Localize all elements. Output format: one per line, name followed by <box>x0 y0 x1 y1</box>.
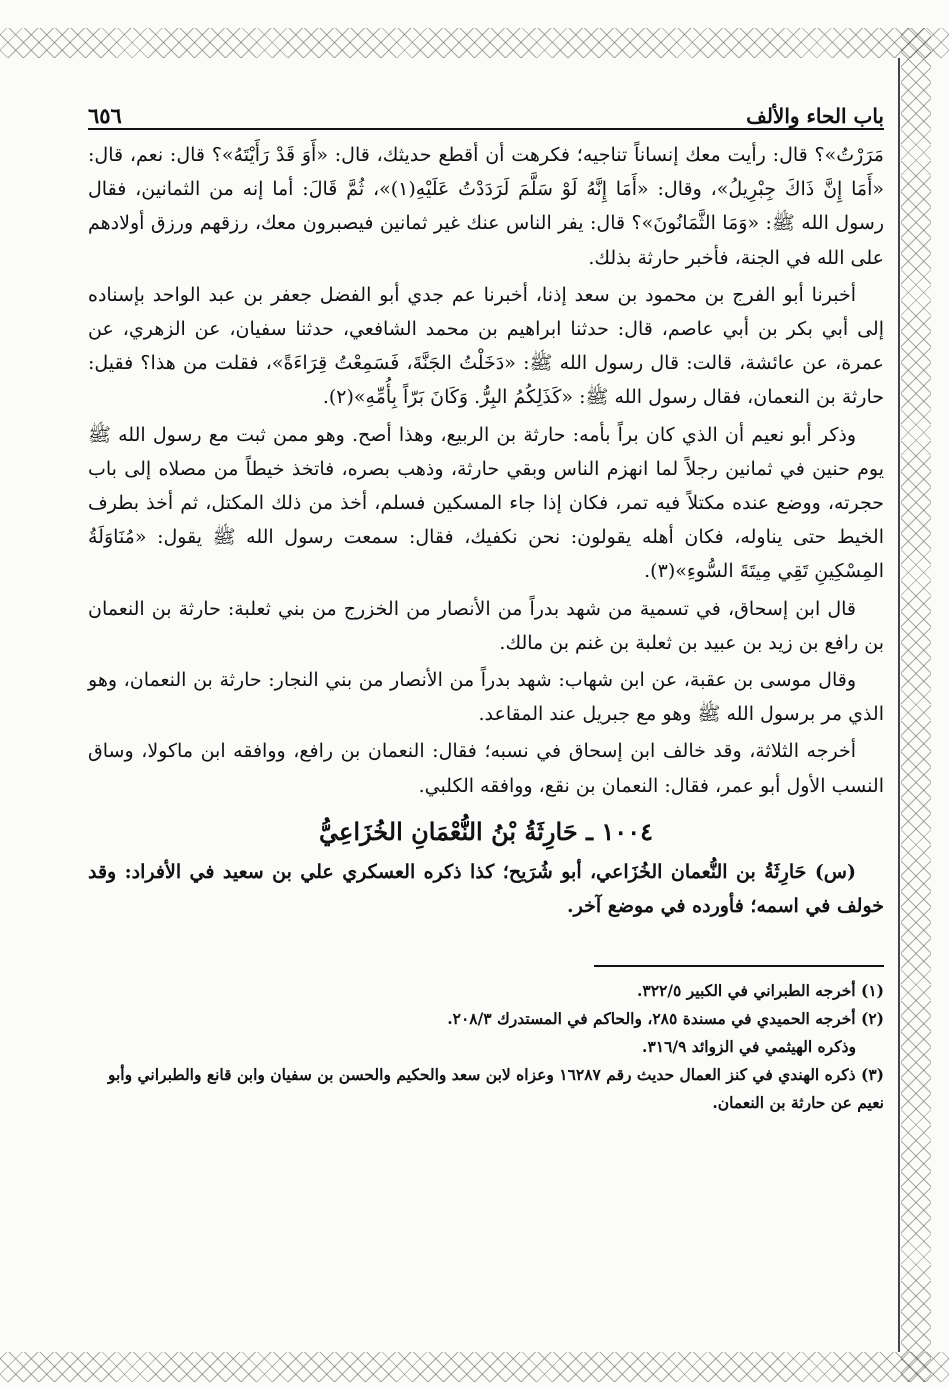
footnote-3: (٣) ذكره الهندي في كنز العمال حديث رقم ١٦٢٨٧ وعزاه لابن سعد والحكيم والحسن بن سفيان وابن قانع والطبراني وأبو نعيم عن حارثة بن النعمان. <box>107 1065 884 1113</box>
paragraph-6: أخرجه الثلاثة، وقد خالف ابن إسحاق في نسبه؛ فقال: النعمان بن رافع، ووافقه ابن ماكولا، وساق النسب الأول أبو عمر، فقال: النعمان بن نقع، ووافقه الكلبي. <box>88 740 884 797</box>
chapter-title: باب الحاء والألف <box>746 104 884 128</box>
paragraph-3: وذكر أبو نعيم أن الذي كان براً بأمه: حارثة بن الربيع، وهذا أصح. وهو ممن ثبت مع رسول الله ﷺ يوم حنين في ثمانين رجلاً لما انهزم الناس وبقي حارثة، وذهب بصره، فاتخذ خيطاً من مصلاه إلى باب حجرته، ووضع عنده مكتلاً فيه تمر، فكان إذا جاء المسكين فسلم، أخذ من ذلك المكتل، ثم أخذ بطرف الخيط حتى يناوله، فكان أهله يقولون: نحن نكفيك، فقال: سمعت رسول الله ﷺ يقول: «مُنَاوَلَةُ المِسْكِينِ تَقِي مِيتَةَ السُّوءِ»(٣). <box>88 423 884 583</box>
footnotes <box>88 977 884 1117</box>
entry-heading: ١٠٠٤ ـ حَارِثَةُ بْنُ النُّعْمَانِ الخُزَاعِيُّ <box>319 816 653 846</box>
footnote-separator <box>594 965 884 967</box>
page-number: ٦٥٦ <box>88 103 122 128</box>
paragraph-5: وقال موسى بن عقبة، عن ابن شهاب: شهد بدراً من الأنصار من بني النجار: حارثة بن النعمان، وهو الذي مر برسول الله ﷺ وهو مع جبريل عند المقاعد. <box>88 669 884 726</box>
paragraph-1: مَرَرْتُ»؟ قال: رأيت معك إنساناً تناجيه؛ فكرهت أن أقطع حديثك، قال: «أَوَ قَدْ رَأَيْتَهُ»؟ قال: نعم، قال: «أَمَا إِنَّ ذَاكَ جِبْرِيلُ»، وقال: «أَمَا إِنَّهُ لَوْ سَلَّمَ لَرَدَدْتُ عَلَيْهِ(١)»، ثُمَّ قَالَ: أما إنه من الثمانين، فقال رسول الله ﷺ: «وَمَا الثَّمَانُونَ»؟ قال: يفر الناس عنك غير ثمانين فيصبرون معك، رزقهم ورزق أولادهم على الله في الجنة، فأخبر حارثة بذلك. <box>88 144 885 269</box>
border-rule <box>898 58 900 1352</box>
footnote-2-continued: وذكره الهيثمي في الزوائد ٣١٦/٩. <box>642 1037 856 1057</box>
decorative-border-right <box>901 28 931 1382</box>
decorative-border-bottom <box>0 1352 949 1382</box>
main-text <box>88 138 884 923</box>
decorative-border-top <box>0 28 949 58</box>
paragraph-2: أخبرنا أبو الفرج بن محمود بن سعد إذنا، أخبرنا عم جدي أبو الفضل جعفر بن عبد الواحد بإسناده إلى أبي بكر بن أبي عاصم، قال: حدثنا ابراهيم بن محمد الشافعي، حدثنا سفيان، عن الزهري، عن عمرة، عن عائشة، قالت: قال رسول الله ﷺ: «دَخَلْتُ الجَنَّةَ، فَسَمِعْتُ قِرَاءَةً»، فقلت من هذا؟ فقيل: حارثة بن النعمان، فقال رسول الله ﷺ: «كَذَلِكُمُ البِرُّ. وَكَانَ بَرّاً بِأُمِّهِ»(٢). <box>88 283 884 409</box>
paragraph-4: قال ابن إسحاق، في تسمية من شهد بدراً من الأنصار من الخزرج من بني ثعلبة: حارثة بن النعمان بن رافع بن زيد بن عبيد بن ثعلبة بن غنم بن مالك. <box>88 597 884 654</box>
footnote-1: (١) أخرجه الطبراني في الكبير ٣٢٢/٥. <box>636 981 884 1001</box>
footnote-2: (٢) أخرجه الحميدي في مسندة ٢٨٥، والحاكم في المستدرك ٢٠٨/٣. <box>447 1009 884 1029</box>
book-page <box>88 92 884 1117</box>
running-header <box>88 92 884 130</box>
entry-paragraph: (س) حَارِثَةُ بن النُّعمان الخُزَاعي، أبو شُرَيح؛ كذا ذكره العسكري علي بن سعيد في الأفراد: وقد خولف في اسمه؛ فأورده في موضع آخر. <box>88 861 884 918</box>
